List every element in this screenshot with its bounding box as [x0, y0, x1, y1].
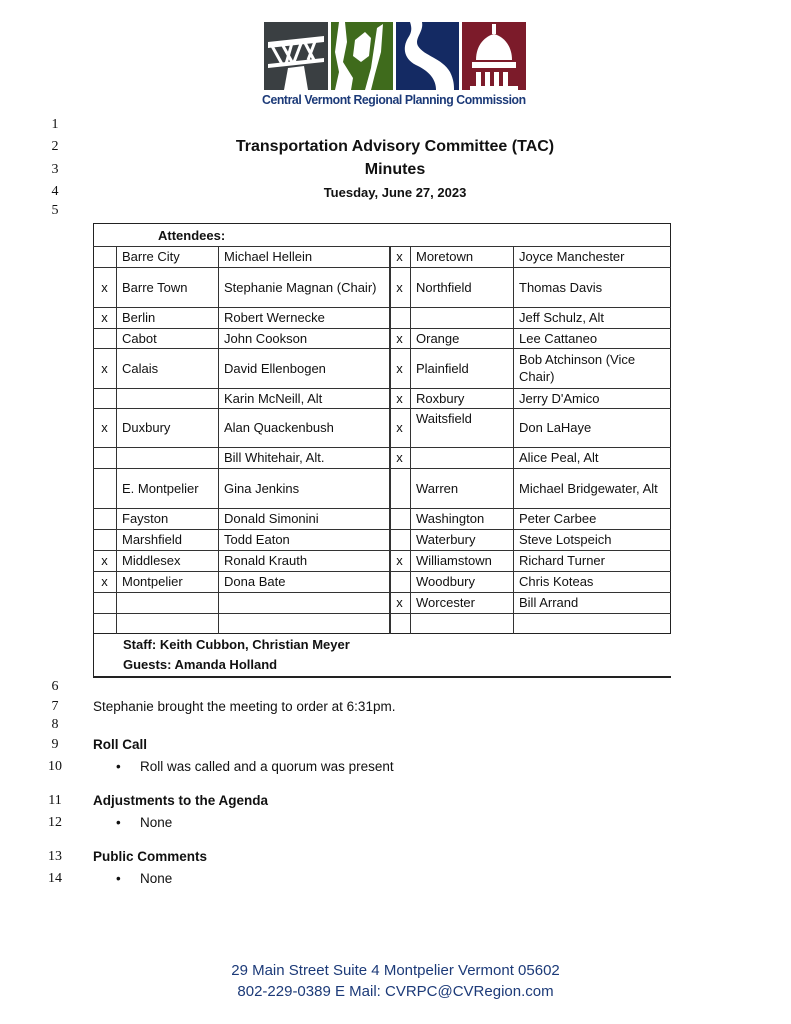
town-name: Barre Town — [122, 279, 188, 295]
line-number: 7 — [51, 699, 59, 714]
logo-caption: Central Vermont Regional Planning Commission — [262, 92, 526, 107]
section-heading-roll-call: Roll Call — [93, 737, 148, 752]
line-number: 12 — [48, 815, 62, 830]
attendance-mark: x — [101, 574, 108, 589]
river-icon — [396, 22, 460, 90]
line-number: 10 — [48, 759, 62, 774]
town-name: Middlesex — [122, 553, 181, 568]
line-number: 11 — [48, 793, 62, 808]
member-name: Michael Bridgewater, Alt — [519, 480, 658, 496]
line-number: 3 — [51, 162, 59, 177]
town-name: E. Montpelier — [122, 480, 199, 496]
member-name: Dona Bate — [224, 574, 286, 589]
town-name — [116, 592, 218, 613]
town-name: Montpelier — [122, 574, 183, 589]
attendance-mark: x — [396, 279, 403, 295]
town-name: Duxbury — [122, 420, 171, 435]
bullet-icon: • — [116, 871, 121, 886]
attendance-mark: x — [396, 390, 403, 406]
attendance-mark — [93, 592, 116, 613]
bullet-item: None — [140, 815, 173, 830]
attendance-mark: x — [101, 420, 108, 435]
member-name: Bob Atchinson (Vice Chair) — [519, 352, 636, 384]
town-name — [410, 447, 513, 468]
line-number: 6 — [51, 679, 59, 694]
attendance-mark: x — [396, 249, 403, 264]
attendance-mark — [93, 246, 116, 267]
member-name: Stephanie Magnan (Chair) — [224, 279, 377, 295]
member-name — [218, 613, 389, 634]
attendance-mark: x — [101, 279, 108, 295]
meeting-date: Tuesday, June 27, 2023 — [323, 185, 467, 200]
town-name — [116, 613, 218, 634]
line-number: 2 — [51, 139, 59, 154]
section-heading-agenda: Adjustments to the Agenda — [93, 793, 269, 808]
attendees-label: Attendees: — [158, 228, 226, 243]
town-name: Calais — [122, 360, 159, 376]
attendance-mark: x — [396, 330, 403, 346]
line-number: 1 — [51, 117, 59, 132]
member-name: Joyce Manchester — [519, 249, 625, 264]
bullet-icon: • — [116, 759, 121, 774]
attendance-mark — [389, 613, 410, 634]
member-name: Peter Carbee — [519, 511, 597, 526]
member-name: Chris Koteas — [519, 574, 594, 589]
member-name: Thomas Davis — [519, 279, 603, 295]
town-name: Roxbury — [416, 390, 465, 406]
bullet-item: None — [140, 871, 173, 886]
attendance-mark: x — [101, 360, 108, 376]
member-name: David Ellenbogen — [224, 360, 326, 376]
attendance-mark — [389, 307, 410, 328]
town-name: Woodbury — [416, 574, 476, 589]
attendance-mark — [389, 529, 410, 550]
member-name: Steve Lotspeich — [519, 532, 612, 547]
document-subtitle: Minutes — [364, 161, 426, 178]
member-name: John Cookson — [224, 330, 308, 346]
call-to-order-text: Stephanie brought the meeting to order at 6:31pm. — [93, 699, 396, 714]
member-name: Karin McNeill, Alt — [224, 390, 323, 406]
attendance-mark — [93, 328, 116, 348]
town-name: Waterbury — [416, 532, 476, 547]
member-name: Todd Eaton — [224, 532, 290, 547]
member-name: Bill Arrand — [519, 595, 579, 610]
member-name: Don LaHaye — [519, 420, 592, 435]
vermont-map-icon — [331, 22, 393, 90]
footer-address: 29 Main Street Suite 4 Montpelier Vermont 05602 — [231, 962, 560, 979]
attendance-mark: x — [101, 553, 108, 568]
line-number: 8 — [51, 717, 59, 732]
town-name: Washington — [416, 511, 485, 526]
member-name: Gina Jenkins — [224, 480, 300, 496]
town-name: Berlin — [122, 310, 156, 325]
cvrpc-logo — [264, 22, 526, 90]
member-name: Robert Wernecke — [224, 310, 325, 325]
town-name — [116, 447, 218, 468]
town-name: Worcester — [416, 595, 475, 610]
bullet-item: Roll was called and a quorum was present — [140, 759, 394, 774]
guests-list: Guests: Amanda Holland — [123, 657, 278, 672]
member-name: Donald Simonini — [224, 511, 319, 526]
attendance-mark — [389, 508, 410, 529]
attendance-mark: x — [396, 595, 403, 610]
document-title: Transportation Advisory Committee (TAC) — [235, 138, 555, 155]
attendance-mark — [93, 613, 116, 634]
line-number: 4 — [51, 184, 59, 199]
line-number: 13 — [48, 849, 62, 864]
attendance-mark — [93, 508, 116, 529]
footer-contact: 802-229-0389 E Mail: CVRPC@CVRegion.com — [237, 983, 554, 1000]
attendance-mark: x — [396, 553, 403, 568]
member-name: Alice Peal, Alt — [519, 450, 599, 465]
attendance-mark — [93, 447, 116, 468]
attendance-mark: x — [396, 450, 403, 465]
attendance-mark — [389, 468, 410, 508]
staff-list: Staff: Keith Cubbon, Christian Meyer — [123, 637, 350, 652]
town-name: Cabot — [122, 330, 157, 346]
town-name: Moretown — [416, 249, 474, 264]
capitol-dome-icon — [462, 22, 526, 90]
bullet-icon: • — [116, 815, 121, 830]
attendance-mark: x — [396, 360, 403, 376]
member-name: Michael Hellein — [224, 249, 313, 264]
bridge-icon — [264, 22, 328, 90]
town-name: Fayston — [122, 511, 169, 526]
member-name: Alan Quackenbush — [224, 420, 334, 435]
member-name: Richard Turner — [519, 553, 605, 568]
town-name — [116, 388, 218, 408]
attendance-mark — [93, 388, 116, 408]
member-name: Lee Cattaneo — [519, 330, 598, 346]
attendance-mark — [93, 529, 116, 550]
town-name: Warren — [416, 480, 459, 496]
member-name: Jeff Schulz, Alt — [519, 310, 605, 325]
town-name: Barre City — [122, 249, 180, 264]
town-name — [410, 307, 513, 328]
line-number: 9 — [51, 737, 59, 752]
town-name: Waitsfield — [416, 411, 472, 426]
attendance-mark — [389, 571, 410, 592]
staff-guests-box — [93, 634, 671, 678]
member-name: Bill Whitehair, Alt. — [224, 450, 325, 465]
line-number: 5 — [51, 203, 59, 218]
town-name: Marshfield — [122, 532, 182, 547]
member-name: Ronald Krauth — [224, 553, 308, 568]
town-name: Northfield — [416, 279, 472, 295]
section-heading-public-comments: Public Comments — [93, 849, 208, 864]
town-name — [410, 613, 513, 634]
town-name: Orange — [416, 330, 460, 346]
member-name — [513, 613, 671, 634]
attendance-mark: x — [396, 420, 403, 435]
member-name — [218, 592, 389, 613]
town-name: Plainfield — [416, 360, 469, 376]
member-name: Jerry D'Amico — [519, 390, 600, 406]
attendance-mark: x — [101, 310, 108, 325]
line-number: 14 — [48, 871, 62, 886]
town-name: Williamstown — [416, 553, 492, 568]
attendance-mark — [93, 468, 116, 508]
